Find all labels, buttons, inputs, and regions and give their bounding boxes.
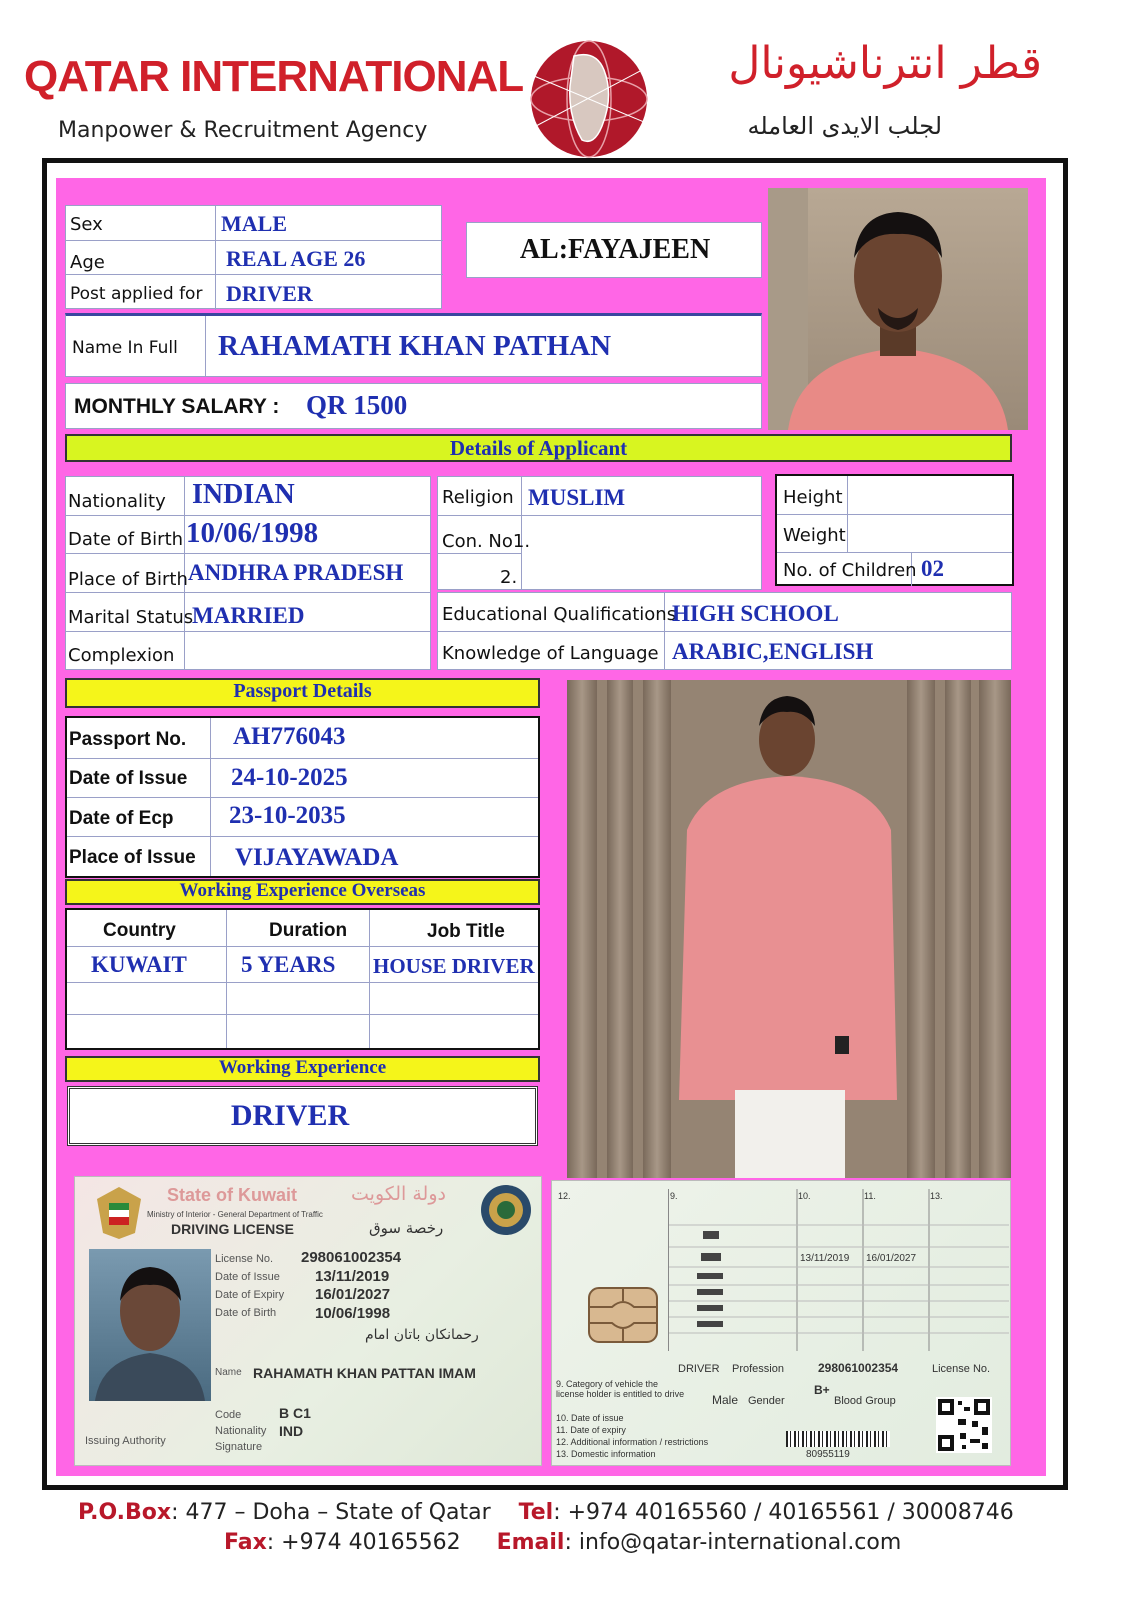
pobox-label: P.O.Box — [78, 1500, 172, 1525]
marital-value: MARRIED — [192, 603, 305, 628]
con2-label: 2. — [500, 567, 518, 588]
lic-code-label: Code — [215, 1409, 242, 1421]
experience-title-bar — [65, 1056, 540, 1082]
nationality-value: INDIAN — [192, 479, 295, 510]
experience-title: Working Experience — [218, 1057, 387, 1078]
lb-expiry: 16/01/2027 — [866, 1253, 917, 1264]
lb-c10: 10. — [798, 1191, 811, 1201]
lic-nat-label: Nationality — [215, 1425, 267, 1437]
footer-line-1 — [78, 1500, 1078, 1525]
details-title-bar — [65, 434, 1012, 462]
lic-name-ar: رحمانكان باتان امام — [365, 1327, 479, 1343]
company-name-en: QATAR INTERNATIONAL — [24, 52, 524, 101]
footer-line-2 — [224, 1530, 1024, 1555]
license-state-en: State of Kuwait — [167, 1185, 298, 1205]
tel-value: : +974 40165560 / 40165561 / 30008746 — [553, 1500, 1014, 1525]
religion-value: MUSLIM — [528, 485, 626, 510]
license-title-en: DRIVING LICENSE — [171, 1221, 294, 1237]
fax-value: : +974 40165562 — [266, 1530, 461, 1555]
complexion-label: Complexion — [68, 645, 175, 666]
dob-label: Date of Birth — [68, 529, 184, 550]
sex-label: Sex — [70, 214, 103, 235]
experience-value: DRIVER — [230, 1099, 350, 1132]
marital-label: Marital Status — [68, 607, 194, 628]
overseas-country: KUWAIT — [91, 952, 187, 977]
passport-place-value: VIJAYAWADA — [235, 844, 399, 871]
lb-lic-no: 298061002354 — [818, 1361, 899, 1375]
nationality-label: Nationality — [68, 491, 166, 512]
lic-nat-value: IND — [279, 1423, 304, 1439]
lic-issue-value: 13/11/2019 — [315, 1268, 390, 1285]
passport-no-label: Passport No. — [69, 729, 187, 750]
passport-place-label: Place of Issue — [69, 847, 196, 868]
gcc-emblem — [479, 1183, 533, 1237]
children-label: No. of Children — [783, 560, 917, 581]
lic-birth-value: 10/06/1998 — [315, 1305, 391, 1322]
lb-c11: 11. — [864, 1191, 876, 1201]
lb-gender: Male — [712, 1393, 739, 1407]
personal-details-box — [65, 476, 431, 670]
lb-profession-label: Profession — [732, 1363, 784, 1375]
col-country: Country — [103, 920, 176, 941]
pob-label: Place of Birth — [68, 569, 188, 590]
passport-no-value: AH776043 — [233, 723, 346, 750]
language-label: Knowledge of Language — [442, 643, 659, 664]
passport-issue-label: Date of Issue — [69, 768, 188, 789]
name-box — [65, 313, 762, 377]
lic-code-value: B C1 — [279, 1405, 311, 1421]
license-title-ar: رخصة سوق — [369, 1219, 444, 1237]
full-body-photo — [567, 680, 1011, 1178]
passport-exp-value: 23-10-2035 — [229, 802, 346, 829]
fax-label: Fax — [224, 1530, 267, 1555]
overseas-title-bar — [65, 879, 540, 905]
company-subtitle-ar: لجلب الايدى العامله — [747, 112, 942, 140]
email-label: Email — [496, 1530, 565, 1555]
overseas-duration: 5 YEARS — [241, 952, 336, 977]
lb-note11: 11. Date of expiry — [556, 1425, 626, 1435]
lb-c9: 9. — [670, 1191, 678, 1201]
lic-birth-label: Date of Birth — [215, 1307, 277, 1319]
education-value: HIGH SCHOOL — [672, 601, 839, 626]
sex-value: MALE — [221, 211, 287, 236]
license-back — [551, 1180, 1011, 1466]
name-value: RAHAMATH KHAN PATHAN — [218, 330, 612, 362]
company-name-ar: قطر انترناشيونال — [728, 38, 1042, 89]
lic-no-label: License No. — [215, 1253, 274, 1265]
religion-box — [437, 476, 762, 590]
lic-expiry-label: Date of Expiry — [215, 1289, 285, 1301]
post-value: DRIVER — [226, 281, 313, 306]
education-label: Educational Qualifications — [442, 604, 677, 625]
language-value: ARABIC,ENGLISH — [672, 639, 874, 664]
passport-title-bar — [65, 678, 540, 708]
lic-name-value: RAHAMATH KHAN PATTAN IMAM — [253, 1365, 476, 1381]
height-label: Height — [783, 487, 843, 508]
education-box — [437, 592, 1012, 670]
lb-serial: 80955119 — [806, 1449, 850, 1460]
lb-issue: 13/11/2019 — [800, 1253, 850, 1264]
children-value: 02 — [921, 556, 944, 581]
physical-box — [775, 474, 1014, 586]
lic-authority-label: Issuing Authority — [85, 1435, 166, 1447]
lb-gender-label: Gender — [748, 1395, 785, 1407]
pob-value: ANDHRA PRADESH — [188, 560, 404, 585]
con1-label: Con. No1. — [442, 531, 531, 552]
chip-icon — [588, 1287, 658, 1343]
lb-blood-label: Blood Group — [834, 1395, 896, 1407]
salary-box — [65, 383, 762, 429]
lb-note9: 9. Category of vehicle the license holder is entitled to drive — [556, 1379, 685, 1399]
agency-box — [466, 222, 762, 278]
religion-label: Religion — [442, 487, 514, 508]
kuwait-emblem — [89, 1183, 149, 1243]
agency-name: AL:FAYAJEEN — [519, 234, 711, 265]
age-value: REAL AGE 26 — [226, 246, 366, 271]
email-value[interactable]: : info@qatar-international.com — [564, 1530, 902, 1555]
dob-value: 10/06/1998 — [186, 517, 319, 549]
name-label: Name In Full — [72, 338, 178, 358]
license-state-ar: دولة الكويت — [351, 1183, 446, 1205]
company-logo — [524, 36, 654, 162]
lb-note13: 13. Domestic information — [556, 1449, 656, 1459]
overseas-table — [65, 908, 540, 1050]
salary-label: MONTHLY SALARY : — [74, 395, 280, 418]
barcode-icon — [786, 1431, 890, 1447]
lic-issue-label: Date of Issue — [215, 1271, 280, 1283]
lic-name-label: Name — [215, 1367, 242, 1378]
passport-exp-label: Date of Ecp — [69, 808, 174, 829]
lb-grid — [668, 1189, 1008, 1351]
lb-note10: 10. Date of issue — [556, 1413, 624, 1423]
post-label: Post applied for — [70, 284, 203, 304]
col-job-title: Job Title — [427, 921, 505, 942]
experience-box — [67, 1086, 538, 1146]
details-title: Details of Applicant — [449, 436, 628, 460]
lic-expiry-value: 16/01/2027 — [315, 1286, 391, 1303]
lb-note12: 12. Additional information / restrictions — [556, 1437, 709, 1447]
pobox-value: : 477 – Doha – State of Qatar — [171, 1500, 491, 1525]
license-ministry: Ministry of Interior - General Department of Traffic — [147, 1210, 323, 1219]
lb-lic-no-label: License No. — [932, 1363, 991, 1375]
overseas-title: Working Experience Overseas — [179, 880, 426, 901]
overseas-job: HOUSE DRIVER — [373, 954, 535, 978]
qr-code-icon — [936, 1397, 992, 1453]
lic-sig-label: Signature — [215, 1441, 263, 1453]
passport-title: Passport Details — [233, 680, 372, 702]
license-front — [74, 1176, 542, 1466]
sex-age-post-box — [65, 205, 442, 309]
license-photo — [89, 1249, 211, 1401]
lb-c12: 12. — [558, 1191, 571, 1201]
lb-profession: DRIVER — [678, 1363, 720, 1375]
col-duration: Duration — [269, 920, 348, 941]
passport-issue-value: 24-10-2025 — [231, 764, 348, 791]
tel-label: Tel — [518, 1500, 554, 1525]
passport-table — [65, 716, 540, 878]
age-label: Age — [70, 252, 105, 273]
lb-c13: 13. — [930, 1191, 943, 1201]
portrait-photo — [768, 188, 1028, 430]
weight-label: Weight — [783, 525, 846, 546]
lb-blood: B+ — [814, 1383, 830, 1397]
company-subtitle-en: Manpower & Recruitment Agency — [58, 118, 428, 143]
lic-no-value: 298061002354 — [301, 1249, 402, 1266]
salary-value: QR 1500 — [306, 390, 408, 420]
